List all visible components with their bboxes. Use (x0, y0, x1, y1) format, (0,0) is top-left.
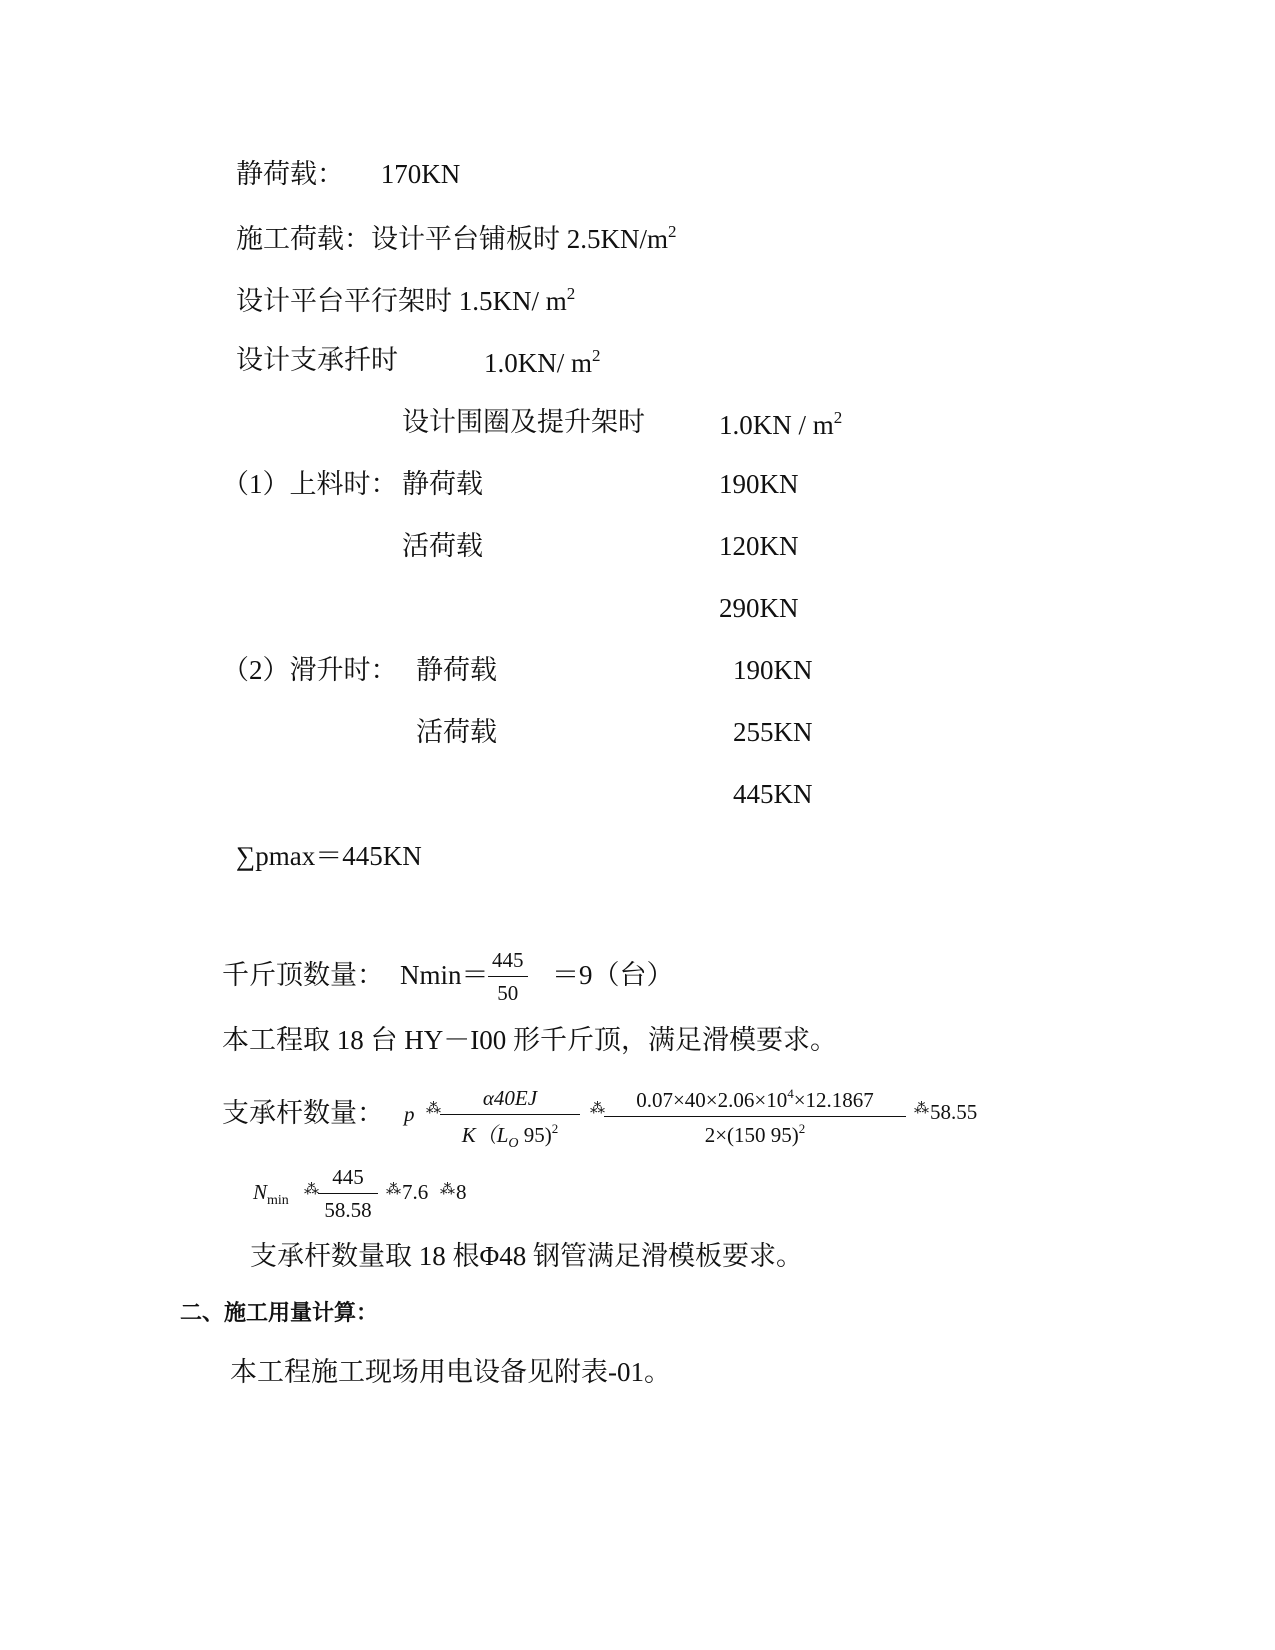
nmin-mid: 7.6 (402, 1180, 429, 1204)
support-note: 支承杆数量取 18 根Φ48 钢管满足滑模板要求。 (250, 1241, 803, 1271)
support-rod-row (236, 347, 398, 374)
nmin-denominator: 58.58 (318, 1193, 378, 1223)
nmin-numerator: 445 (332, 1165, 364, 1189)
support-fraction-1 (440, 1086, 580, 1152)
jack-formula-lhs: Nmin＝ (400, 960, 489, 990)
support-frac2-num-exp: 4 (787, 1086, 794, 1101)
support-frac2-num-tail: ×12.1867 (793, 1088, 874, 1112)
case2-live-value: 255KN (733, 717, 813, 747)
case1-live-value: 120KN (719, 531, 799, 561)
nmin-eq-glyph-1: ⁂ (304, 1182, 319, 1198)
support-rod-label: 设计支承扦时 (236, 345, 398, 375)
support-frac2-num-main: 0.07×40×2.06×10 (636, 1088, 788, 1112)
jack-fraction (488, 948, 528, 1006)
case1-total: 290KN (719, 593, 799, 623)
section2-heading: 二、施工用量计算： (180, 1301, 379, 1326)
support-rod-exponent: 2 (592, 346, 601, 365)
support-eq-glyph-1: ⁂ (426, 1101, 441, 1117)
support-frac1-den-rest: 95) (518, 1123, 552, 1147)
jack-numerator: 445 (492, 948, 524, 972)
nmin-eq-glyph-2: ⁂ (386, 1182, 401, 1198)
platform-frame-row (236, 285, 575, 315)
case2-static-label: 静荷载 (416, 655, 497, 685)
support-frac2-den-main: 2×(150 95) (704, 1123, 799, 1147)
nmin-fraction (318, 1165, 378, 1223)
static-load-row (236, 161, 460, 188)
nmin-n: N (253, 1180, 268, 1204)
platform-frame-exponent: 2 (566, 284, 576, 303)
case1-static-label: 静荷载 (402, 469, 483, 499)
support-result: 58.55 (930, 1100, 978, 1124)
jack-note: 本工程取 18 台 HY－I00 形千斤顶，满足滑模要求。 (222, 1025, 837, 1055)
jack-denominator: 50 (488, 976, 528, 1006)
ring-lift-value-wrap (719, 409, 842, 439)
case1-static-value: 190KN (719, 469, 799, 499)
support-eq-glyph-3: ⁂ (914, 1101, 929, 1117)
jack-label: 千斤顶数量： (222, 960, 384, 990)
construction-load-text: 施工荷载：设计平台铺板时 2.5KN/m (236, 224, 668, 254)
support-rod-value: 1.0KN/ m (484, 348, 592, 378)
nmin-sub: min (267, 1193, 289, 1208)
support-frac1-den (440, 1114, 580, 1152)
support-frac1-den-sub: O (508, 1136, 519, 1151)
nmin-eq-glyph-3: ⁂ (440, 1182, 455, 1198)
support-frac2-den (604, 1116, 906, 1148)
nmin-label (253, 1182, 289, 1208)
case1-label: （1）上料时： (222, 469, 398, 499)
support-eq-glyph-2: ⁂ (590, 1101, 605, 1117)
construction-load-exponent: 2 (668, 222, 677, 241)
support-frac2-num (604, 1086, 906, 1116)
support-frac2-den-exp: 2 (798, 1121, 806, 1136)
ring-lift-exponent: 2 (833, 408, 843, 427)
case2-live-label: 活荷载 (416, 717, 497, 747)
static-load-value: 170KN (380, 159, 461, 189)
support-frac1-den-k: K（L (461, 1123, 509, 1147)
support-fraction-2 (604, 1086, 906, 1148)
case2-total: 445KN (733, 779, 813, 809)
ring-lift-value: 1.0KN / m (719, 410, 834, 440)
case2-label: （2）滑升时： (222, 655, 398, 685)
jack-result: ＝9（台） (552, 960, 674, 990)
support-rod-value-wrap (484, 347, 601, 377)
sum-pmax: ∑pmax＝445KN (236, 841, 422, 871)
nmin-result: 8 (456, 1180, 467, 1204)
section2-text: 本工程施工现场用电设备见附表-01。 (230, 1357, 671, 1387)
support-frac1-num: α40EJ (482, 1086, 538, 1110)
support-frac1-den-exp: 2 (551, 1121, 559, 1136)
static-load-label: 静荷载： (236, 159, 344, 189)
support-p: p (404, 1102, 415, 1126)
platform-frame-text: 设计平台平行架时 1.5KN/ m (236, 286, 567, 316)
support-label: 支承杆数量： (222, 1098, 384, 1128)
case1-live-label: 活荷载 (402, 531, 483, 561)
construction-load-row (236, 223, 677, 253)
ring-lift-label: 设计围圈及提升架时 (402, 407, 645, 437)
case2-static-value: 190KN (733, 655, 813, 685)
